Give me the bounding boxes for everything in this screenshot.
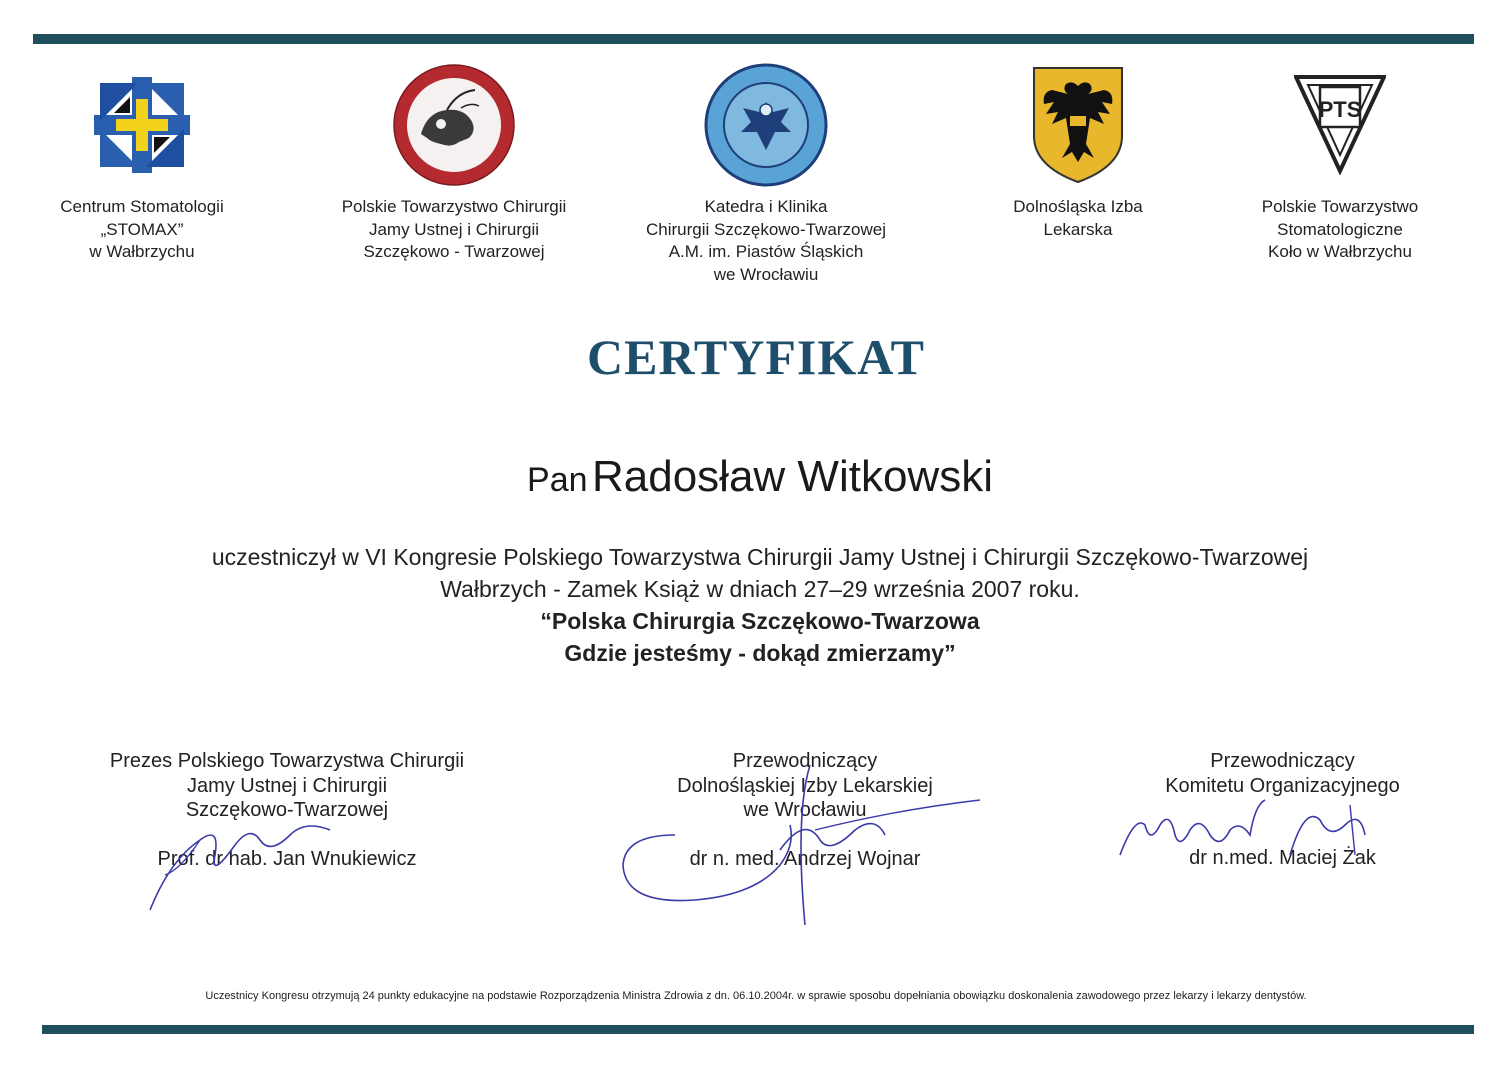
org-name: Centrum Stomatologii „STOMAX” w Wałbrzychu: [60, 197, 224, 261]
stomax-logo-icon: [2, 60, 282, 190]
certificate-title: CERTYFIKAT: [587, 329, 925, 385]
signatory-committee: Przewodniczący Komitetu Organizacyjnego dr n.med. Maciej Żak: [1090, 749, 1475, 871]
recipient-name: Radosław Witkowski: [591, 452, 993, 501]
org-chamber: [938, 60, 1218, 241]
recipient-honorific: Pan: [527, 461, 588, 499]
body-line: Wałbrzych - Zamek Książ w dniach 27–29 września 2007 roku.: [440, 576, 1080, 602]
signatory-president: Prezes Polskiego Towarzystwa Chirurgii Jamy Ustnej i Chirurgii Szczękowo-Twarzowej Prof. dr hab. Jan Wnukiewicz: [67, 749, 507, 871]
congress-theme: “Polska Chirurgia Szczękowo-Twarzowa: [540, 608, 980, 634]
body-line: uczestniczył w VI Kongresie Polskiego Towarzystwa Chirurgii Jamy Ustnej i Chirurgii Szczękowo-Twarzowej: [211, 544, 1309, 570]
org-name: Polskie Towarzystwo Stomatologiczne Koło w Wałbrzychu: [1261, 197, 1419, 261]
org-pts: [1200, 60, 1480, 264]
eagle-shield-icon: [938, 60, 1218, 190]
society-seal-icon: [314, 60, 594, 190]
congress-theme: Gdzie jesteśmy - dokąd zmierzamy”: [564, 640, 956, 666]
signatory-name: Prof. dr hab. Jan Wnukiewicz: [157, 847, 417, 870]
pts-logo-icon: [1200, 60, 1480, 190]
org-name: Katedra i Klinika Chirurgii Szczękowo-Twarzowej A.M. im. Piastów Śląskich we Wrocławiu: [646, 197, 886, 284]
academy-seal-icon: [626, 60, 906, 190]
org-society: [314, 60, 594, 264]
org-name: Polskie Towarzystwo Chirurgii Jamy Ustnej i Chirurgii Szczękowo - Twarzowej: [341, 197, 567, 261]
bottom-rule: [42, 1025, 1474, 1034]
svg-text:PTS: PTS: [1318, 97, 1362, 122]
recipient: [0, 452, 1512, 502]
org-stomax: [2, 60, 282, 264]
signatory-name: dr n.med. Maciej Żak: [1189, 847, 1376, 869]
org-name: Dolnośląska Izba Lekarska: [1013, 197, 1143, 239]
top-rule: [33, 34, 1474, 44]
signatory-name: dr n. med. Andrzej Wojnar: [689, 847, 921, 870]
footnote: Uczestnicy Kongresu otrzymują 24 punkty edukacyjne na podstawie Rozporządzenia Ministra Zdrowia z dn. 06.10.2004r. w sprawie sposobu dopełniania obowiązku doskonalenia zawodowego przez lekarzy i lekarzy dentystów.: [205, 990, 1307, 1002]
org-academy: [626, 60, 906, 286]
certificate-body: [0, 541, 1512, 669]
signatory-chamber: Przewodniczący Dolnośląskiej Izby Lekarskiej we Wrocławiu dr n. med. Andrzej Wojnar: [600, 749, 1010, 871]
